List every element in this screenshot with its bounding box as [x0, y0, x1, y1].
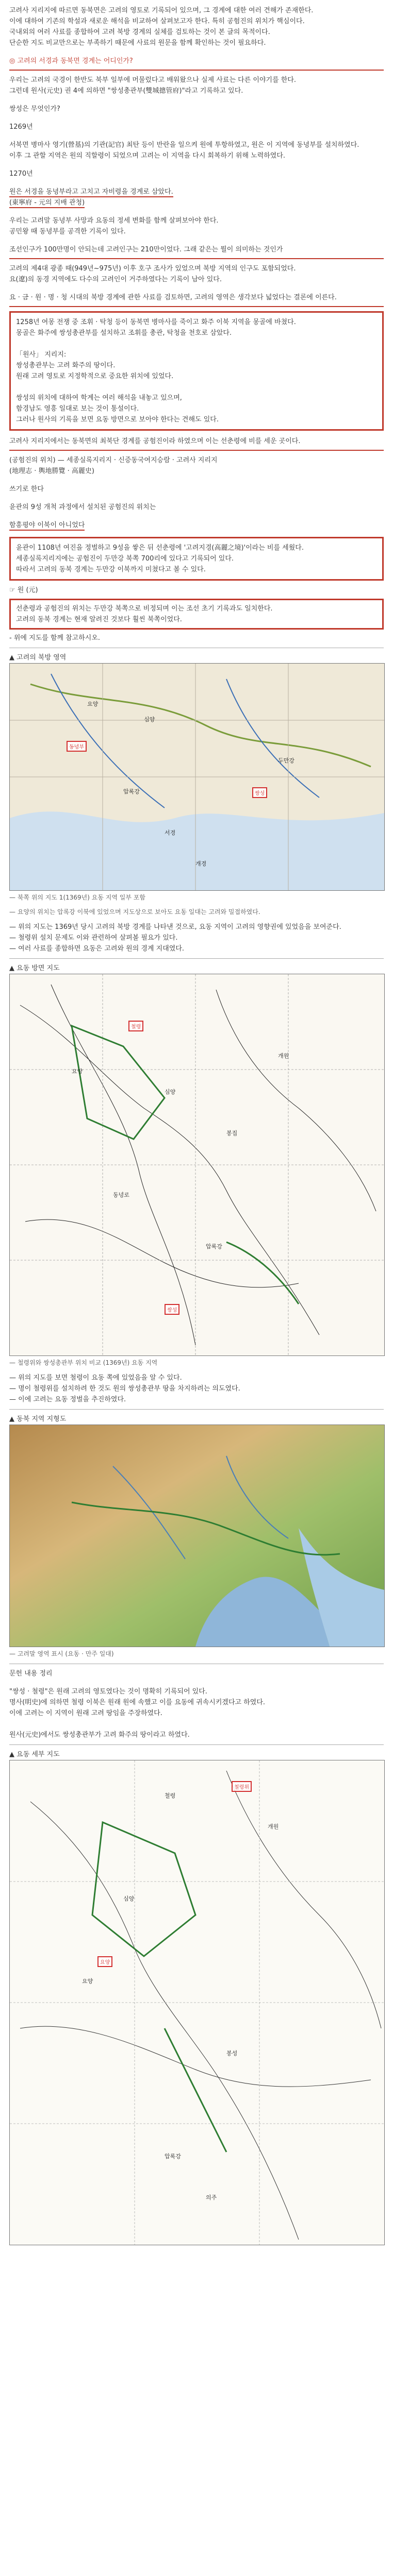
map-marker: 요양 — [97, 1956, 112, 1967]
map-marker: 철령 — [128, 1021, 143, 1031]
note-line: — 철령위 설치 문제도 이와 관련하여 살펴볼 필요가 있다. — [9, 934, 178, 942]
intro-line: 단순한 지도 비교만으로는 부족하기 때문에 사료의 원문을 함께 확인하는 것이 필요하다. — [9, 39, 266, 47]
map-label: 개경 — [195, 860, 207, 867]
quote-line: 원래 고려 영토로 지정학적으로 중요한 위치에 있었다. — [16, 372, 174, 380]
quote-line: 몽골은 화주에 쌍성총관부를 설치하고 조휘를 총관, 탁청을 천호로 삼았다. — [16, 329, 232, 337]
quote-line: 고려의 동북 경계는 현재 알려진 것보다 훨씬 북쪽이었다. — [16, 616, 182, 623]
intro-line: 이에 대하여 기존의 학설과 새로운 해석을 비교하여 살펴보고자 한다. 특히 공험진의 위치가 핵심이다. — [9, 18, 305, 25]
conclusion-box — [9, 599, 384, 630]
boundary-section — [9, 436, 384, 531]
map-label: 개원 — [268, 1823, 279, 1830]
section-heading: 문헌 내용 정리 — [9, 1670, 53, 1677]
quote-line: 쌍성총관부는 고려 화주의 땅이다. — [16, 362, 116, 369]
conclusion-section — [9, 585, 384, 643]
map-label: 압록강 — [165, 2153, 181, 2160]
map-label: 두만강 — [278, 757, 294, 764]
body-line: 그런데 원사(元史) 권 4에 의하면 "쌍성총관부(雙城摠管府)"라고 기록하고 있다. — [9, 87, 243, 95]
quote-line: 선춘령과 공험진의 위치는 두만강 북쪽으로 비정되며 이는 조선 초기 기록과도 일치한다. — [16, 605, 273, 613]
body-line: "쌍성 · 철령"은 원래 고려의 영토였다는 것이 명확히 기록되어 있다. — [9, 1688, 207, 1696]
notes-block-2 — [9, 1372, 384, 1405]
quote-box — [9, 537, 384, 581]
map-illustration-1 — [10, 664, 384, 890]
underlined-text: 요 · 금 · 원 · 명 · 청 시대의 북방 경계에 관한 사료를 검토하면, 고려의 영역은 생각보다 넓었다는 결론에 이른다. — [9, 294, 337, 301]
section-label: ☞ 원 (元) — [9, 586, 38, 594]
map-image-4 — [9, 1760, 385, 2245]
underlined-text: 조선인구가 100만명이 안되는데 고려인구는 210만이었다. 그래 같은는 뭘이 의미하는 것인가 — [9, 246, 283, 253]
quote-line — [16, 338, 377, 349]
body-line: 윤관의 9성 개척 과정에서 설치된 공험진의 위치는 — [9, 503, 156, 511]
body-line: 우리는 고려말 동녕부 사망과 요동의 정세 변화를 함께 살펴보아야 한다. — [9, 217, 219, 225]
bullet-line: - 위에 지도를 함께 참고하시오. — [9, 634, 101, 642]
map-label: 동녕로 — [113, 1192, 129, 1198]
body-line: 서북면 병마사 영기(營基)의 기관(記官) 최탄 등이 반란을 일으켜 원에 투항하였고, 원은 이 지역에 동녕부를 설치하였다. — [9, 141, 359, 149]
divider — [9, 958, 384, 959]
body-line: 고려의 제4대 광종 때(949년~975년) 이후 호구 조사가 있었으며 북방 지역의 인구도 포함되었다. — [9, 265, 296, 273]
note-line: — 여러 사료를 종합하면 요동은 고려와 원의 경계 지대였다. — [9, 945, 185, 953]
map-label: 압록강 — [123, 788, 140, 795]
map-illustration-2 — [10, 974, 384, 1355]
quote-line: 1258년 여몽 전쟁 중 조휘 · 탁청 등이 동북면 병마사를 죽이고 화주 이북 지역을 몽골에 바쳤다. — [16, 318, 296, 326]
year-label: 1270년 — [9, 170, 33, 178]
map-caption: — 고려말 영역 표시 (요동 · 만주 일대) — [9, 1650, 114, 1657]
map-image-3 — [9, 1425, 385, 1647]
map-marker: 쌍성 — [252, 787, 267, 798]
quote-line: 따라서 고려의 동북 경계는 두만강 이북까지 미쳤다고 볼 수 있다. — [16, 566, 206, 573]
body-line: 우리는 고려의 국경이 한반도 북부 일부에 머물렀다고 배워왔으나 실제 사료는 다른 이야기를 한다. — [9, 76, 297, 84]
note-line: — 명이 철령위를 설치하려 한 것도 원의 쌍성총관부 땅을 차지하려는 의도였다. — [9, 1385, 240, 1393]
divider — [9, 1744, 384, 1745]
highlight-text: ◎ 고려의 서경과 동북면 경계는 어디인가? — [9, 57, 133, 65]
year-label: 1269년 — [9, 123, 33, 131]
body-line: 원사(元史)에서도 쌍성총관부가 고려 화주의 땅이라고 하였다. — [9, 1731, 190, 1739]
body-line: 요(遼)의 동경 지역에도 다수의 고려인이 거주하였다는 기록이 남아 있다. — [9, 276, 222, 283]
highlight-question — [9, 56, 384, 71]
body-line: (地理志 · 輿地勝覽 · 高麗史) — [9, 467, 94, 475]
map-block-1 — [9, 652, 384, 917]
underlined-text: 원은 서경을 동녕부라고 고치고 자비령을 경계로 삼았다. — [9, 188, 173, 197]
divider — [9, 1409, 384, 1410]
map-label: 요양 — [87, 701, 99, 707]
underlined-claim — [9, 197, 384, 208]
map-label: 봉성 — [226, 2050, 238, 2057]
map-title: ▲ 요동 방면 지도 — [9, 964, 60, 972]
map-marker: 철령위 — [232, 1781, 252, 1792]
map-marker: 동녕부 — [67, 741, 87, 752]
history-section — [9, 75, 384, 307]
intro-line: 고려사 지리지에 따르면 동북면은 고려의 영토로 기록되어 있으며, 그 경계에 대한 여러 견해가 존재한다. — [9, 7, 314, 14]
map-marker: 쌍성 — [165, 1304, 179, 1315]
map-block-4 — [9, 1749, 384, 2245]
underlined-claim — [9, 292, 384, 307]
quote-line: 쌍성의 위치에 대하여 학계는 여러 해석을 내놓고 있으며, — [16, 394, 182, 402]
underlined-text: 함흥평야 이북이 아니었다 — [9, 521, 85, 531]
map-label: 요양 — [82, 1978, 93, 1985]
map-caption: — 요양의 위치는 압록강 이북에 있었으며 지도상으로 보아도 요동 일대는 고려와 밀접하였다. — [9, 908, 260, 916]
question: 쌍성은 무엇인가? — [9, 105, 60, 113]
map-block-3 — [9, 1414, 384, 1658]
map-label: 봉집 — [226, 1130, 238, 1137]
map-block-2 — [9, 963, 384, 1367]
summary-section — [9, 1668, 384, 1740]
body-line: 이에 고려는 이 지역이 원래 고려 땅임을 주장하였다. — [9, 1709, 162, 1717]
map-caption: — 철령위와 쌍성총관부 위치 비교 (1369년) 요동 지역 — [9, 1359, 158, 1366]
quote-line: 윤관이 1108년 여진을 정벌하고 9성을 쌓은 뒤 선춘령에 '고려지경(高麗之境)'이라는 비를 세웠다. — [16, 544, 304, 552]
terrain-illustration — [10, 1425, 384, 1647]
map-label: 요양 — [72, 1068, 83, 1075]
body-line: 이후 그 관할 지역은 원의 직할령이 되었으며 고려는 이 지역을 다시 회복하기 위해 노력하였다. — [9, 152, 286, 160]
blog-post — [9, 0, 384, 2245]
body-line: (공험진의 위치) — 세종실록지리지 · 신증동국여지승람 · 고려사 지리지 — [9, 456, 218, 464]
quote-line: 함경남도 영흥 일대로 보는 것이 통설이다. — [16, 405, 139, 413]
intro-section — [9, 0, 384, 71]
map-label: 심양 — [144, 716, 155, 723]
quote-line: 세종실록지리지에는 공험진이 두만강 북쪽 700리에 있다고 기록되어 있다. — [16, 555, 234, 563]
map-label: 압록강 — [206, 1243, 222, 1250]
note-line: — 이에 고려는 요동 정벌을 추진하였다. — [9, 1396, 126, 1403]
underlined-text: (東寧府 - 元의 지배 관청) — [9, 199, 85, 208]
underlined-claim — [9, 520, 384, 531]
map-title: ▲ 고려의 북방 영역 — [9, 654, 67, 662]
map-label: 개원 — [278, 1053, 289, 1059]
quote-line: 「원사」 지리지: — [16, 351, 67, 359]
note-line: — 위의 지도를 보면 철령이 요동 쪽에 있었음을 알 수 있다. — [9, 1374, 182, 1382]
map-label: 심양 — [123, 1895, 135, 1902]
map-label: 철령 — [165, 1792, 176, 1799]
quote-line: 그러나 원사의 기록을 보면 요동 방면으로 보아야 한다는 견해도 있다. — [16, 416, 219, 423]
intro-line: 국내외의 여러 사료를 종합하여 고려 북방 경계의 실체를 검토하는 것이 본 글의 목적이다. — [9, 28, 270, 36]
notes-block-1 — [9, 922, 384, 954]
map-image-1 — [9, 663, 385, 891]
map-label: 의주 — [206, 2194, 217, 2201]
quote-line — [16, 382, 377, 393]
quote-box — [9, 311, 384, 431]
body-line: 고려사 지리지에서는 동북면의 최북단 경계를 공험진이라 하였으며 이는 선춘령에 비를 세운 곳이다. — [9, 436, 384, 451]
map-title: ▲ 요동 세부 지도 — [9, 1751, 60, 1758]
map-image-2 — [9, 974, 385, 1356]
body-line: 명사(明史)에 의하면 철령 이북은 원래 원에 속했고 이를 요동에 귀속시키겠다고 하였다. — [9, 1699, 266, 1706]
underlined-claim — [9, 187, 384, 197]
map-title: ▲ 동북 지역 지형도 — [9, 1415, 67, 1423]
body-line — [9, 1719, 384, 1730]
note-line: — 위의 지도는 1369년 당시 고려의 북방 경계를 나타낸 것으로, 요동 지역이 고려의 영향권에 있었음을 보여준다. — [9, 923, 341, 931]
note: 쓰기로 한다 — [9, 485, 44, 493]
map-label: 서경 — [165, 829, 176, 836]
map-illustration-4 — [10, 1760, 384, 2245]
map-caption: — 북쪽 위의 지도 1(1369년) 요동 지역 일부 포함 — [9, 894, 145, 901]
body-line: 공민왕 때 동녕부를 공격한 기록이 있다. — [9, 228, 126, 235]
map-label: 심양 — [165, 1089, 176, 1095]
underlined-claim — [9, 244, 384, 259]
